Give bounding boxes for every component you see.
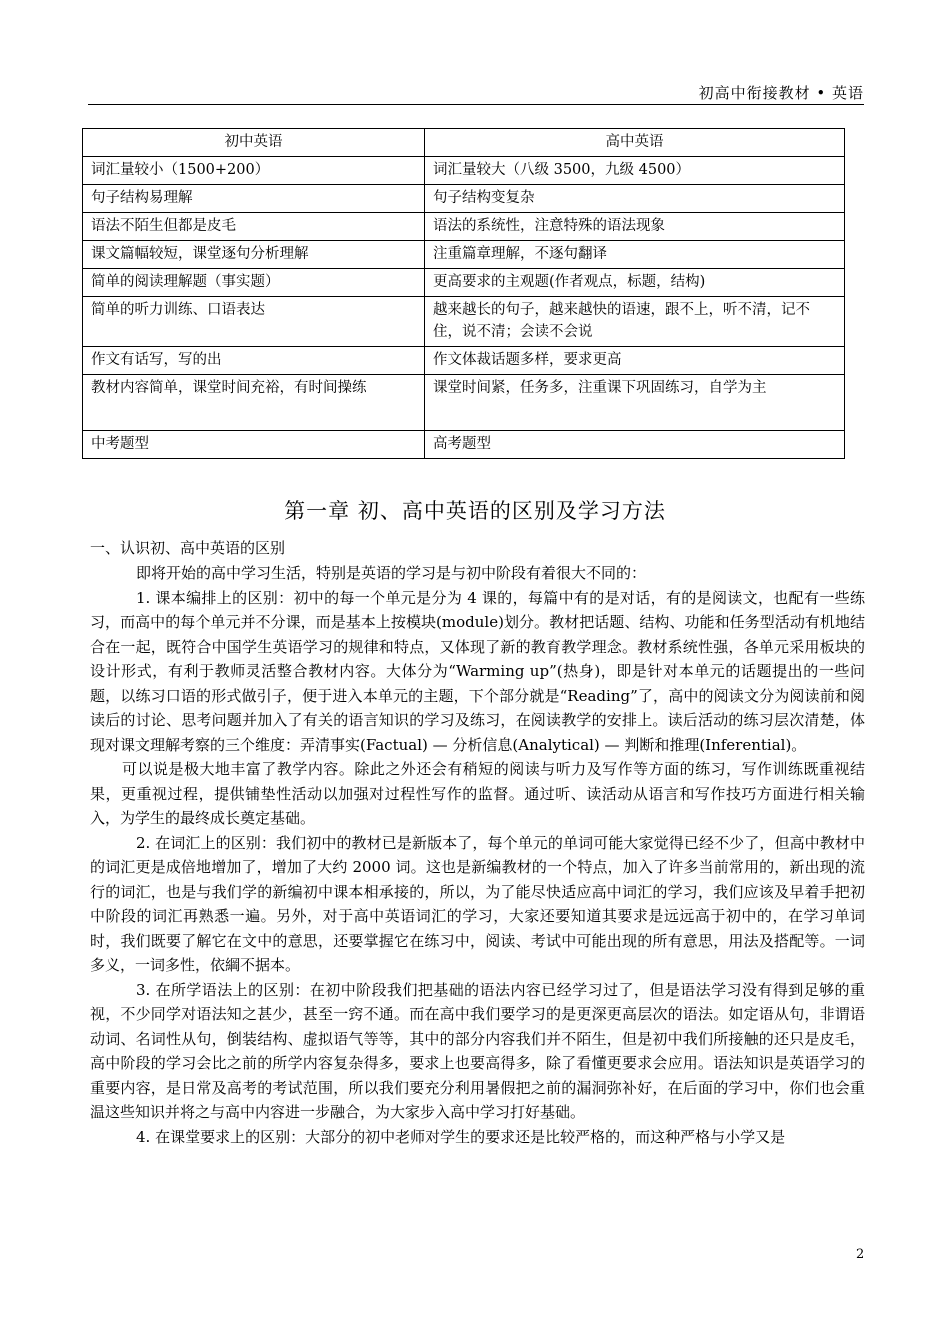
- table-row: [83, 297, 845, 347]
- body-text: [90, 561, 865, 1149]
- table-cell: 中考题型: [83, 431, 425, 459]
- table-cell: 词汇量较大（八级 3500，九级 4500）: [425, 157, 845, 185]
- page-header: [88, 82, 864, 105]
- table-row: [83, 241, 845, 269]
- table-cell: 句子结构变复杂: [425, 185, 845, 213]
- table-cell: 作文有话写，写的出: [83, 347, 425, 375]
- paragraph: 3. 在所学语法上的区别：在初中阶段我们把基础的语法内容已经学习过了，但是语法学习没有得到足够的重视，不少同学对语法知之甚少，甚至一窍不通。而在高中我们要学习的是更深更高层次的语法。如定语从句，非谓语动词、名词性从句，倒装结构、虚拟语气等等，其中的部分内容我们并不陌生，但是初中我们所接触的还只是皮毛，高中阶段的学习会比之前的所学内容复杂得多，要求上也要高得多，除了看懂更要求会应用。语法知识是英语学习的重要内容，是日常及高考的考试范围，所以我们要充分利用暑假把之前的漏洞弥补好，在后面的学习中，你们也会重温这些知识并将之与高中内容进一步融合，为大家步入高中学习打好基础。: [90, 980, 865, 1121]
- table-cell: 简单的阅读理解题（事实题）: [83, 269, 425, 297]
- paragraph: 可以说是极大地丰富了教学内容。除此之外还会有稍短的阅读与听力及写作等方面的练习，写作训练既重视结果，更重视过程，提供铺垫性活动以加强对过程性写作的监督。通过听、读活动从语言和写作技巧方面进行相关输入，为学生的最终成长奠定基础。: [90, 760, 865, 827]
- table-row: [83, 431, 845, 459]
- table-cell: 语法不陌生但都是皮毛: [83, 213, 425, 241]
- section-heading: 一、认识初、高中英语的区别: [90, 539, 286, 557]
- paragraph: 1. 课本编排上的区别：初中的每一个单元是分为 4 课的，每篇中有的是对话，有的是阅读文，也配有一些练习，而高中的每个单元并不分课，而是基本上按模块(module)划分。教材把话题、结构、功能和任务型活动有机地结合在一起，既符合中国学生英语学习的规律和特点，又体现了新的教育教学理念。教材系统性强，各单元采用板块的设计形式，有利于教师灵活整合教材内容。大体分为“Warming up”(热身)，即是针对本单元的话题提出的一些问题，以练习口语的形式做引子，便于进入本单元的主题，下个部分就是“Reading”了，高中的阅读文分为阅读前和阅读后的讨论、思考问题并加入了有关的语言知识的学习及练习，在阅读教学的安排上。读后活动的练习层次清楚，体现对课文理解考察的三个维度：弄清事实(Factual) — 分析信息(Analytical) — 判断和推理(Inferential)。: [90, 588, 865, 754]
- table-cell: 课文篇幅较短，课堂逐句分析理解: [83, 241, 425, 269]
- table-cell: 注重篇章理解，不逐句翻译: [425, 241, 845, 269]
- table-cell: 课堂时间紧，任务多，注重课下巩固练习，自学为主: [425, 375, 845, 431]
- table-row: [83, 157, 845, 185]
- table-cell: 教材内容简单，课堂时间充裕，有时间操练: [83, 375, 425, 431]
- table-cell: 作文体裁话题多样，要求更高: [425, 347, 845, 375]
- table-row: [83, 375, 845, 431]
- table-row: [83, 269, 845, 297]
- table-header-cell: 高中英语: [425, 129, 845, 157]
- comparison-table: [82, 128, 845, 459]
- paragraph: 4. 在课堂要求上的区别：大部分的初中老师对学生的要求还是比较严格的，而这种严格与小学又是: [136, 1127, 786, 1146]
- paragraph: 2. 在词汇上的区别：我们初中的教材已是新版本了，每个单元的单词可能大家觉得已经不少了，但高中教材中的词汇更是成倍地增加了，增加了大约 2000 词。这也是新编教材的一个特点，加入了许多当前常用的，新出现的流行的词汇，也是与我们学的新编初中课本相承接的，所以，为了能尽快适应高中词汇的学习，我们应该及早着手把初中阶段的词汇再熟悉一遍。另外，对于高中英语词汇的学习，大家还要知道其要求是远远高于初中的，在学习单词时，我们既要了解它在文中的意思，还要掌握它在练习中，阅读、考试中可能出现的所有意思，用法及搭配等。一词多义，一词多性，依綱不据本。: [90, 833, 865, 974]
- chapter-title: 第一章 初、高中英语的区别及学习方法: [284, 499, 666, 523]
- table-cell: 语法的系统性，注意特殊的语法现象: [425, 213, 845, 241]
- table-header-row: [83, 129, 845, 157]
- table-row: [83, 185, 845, 213]
- table-header-cell: 初中英语: [83, 129, 425, 157]
- header-title: 初高中衔接教材 • 英语: [698, 84, 864, 102]
- table-cell: 更高要求的主观题(作者观点，标题，结构): [425, 269, 845, 297]
- table-cell: 高考题型: [425, 431, 845, 459]
- table-cell: 简单的听力训练、口语表达: [83, 297, 425, 347]
- table-cell: 越来越长的句子，越来越快的语速，跟不上，听不清，记不住，说不清；会读不会说: [425, 297, 845, 347]
- table-row: [83, 213, 845, 241]
- table-cell: 句子结构易理解: [83, 185, 425, 213]
- table-cell: 词汇量较小（1500+200）: [83, 157, 425, 185]
- table-row: [83, 347, 845, 375]
- paragraph: 即将开始的高中学习生活，特别是英语的学习是与初中阶段有着很大不同的：: [136, 564, 647, 582]
- page-number: 2: [856, 1247, 865, 1262]
